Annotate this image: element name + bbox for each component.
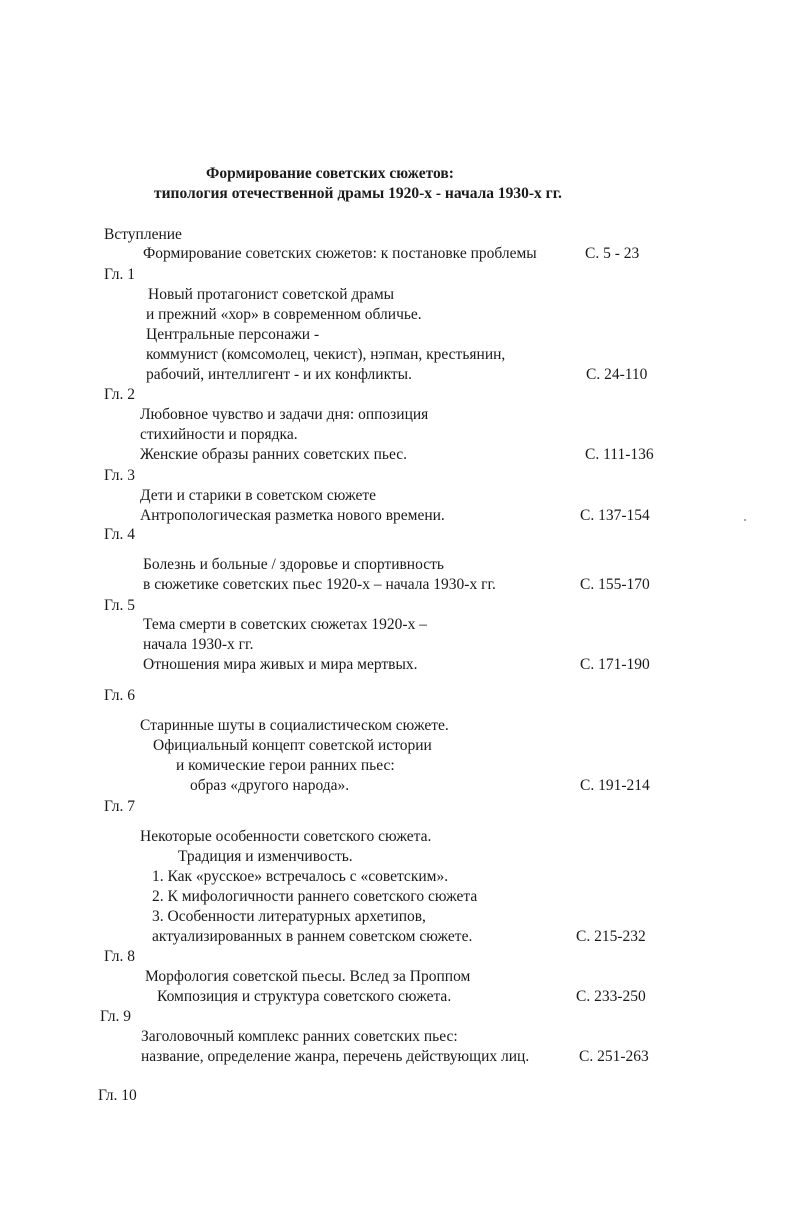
chapter-4-line: в сюжетике советских пьес 1920-х – начала 1930-х гг. (143, 576, 496, 593)
chapter-1-line: и прежний «хор» в современном обличье. (146, 306, 422, 323)
chapter-9-pages: С. 251-263 (579, 1048, 649, 1065)
chapter-1-line: Новый протагонист советской драмы (148, 286, 395, 303)
chapter-10-label: Гл. 10 (98, 1087, 137, 1104)
title-line-2: типология отечественной драмы 1920-х - начала 1930-х гг. (154, 185, 562, 202)
chapter-2-line: стихийности и порядка. (140, 426, 298, 443)
chapter-5-line: Отношения мира живых и мира мертвых. (143, 656, 418, 673)
chapter-3-line: Дети и старики в советском сюжете (140, 487, 376, 504)
chapter-2-pages: С. 111-136 (585, 446, 654, 463)
chapter-3-pages: С. 137-154 (580, 507, 650, 524)
chapter-7-line: Традиция и изменчивость. (178, 848, 353, 865)
chapter-8-label: Гл. 8 (104, 948, 136, 965)
chapter-8-pages: С. 233-250 (576, 988, 646, 1005)
chapter-1-label: Гл. 1 (104, 266, 136, 283)
intro-pages: С. 5 - 23 (585, 245, 640, 262)
chapter-1-pages: С. 24-110 (586, 366, 648, 383)
chapter-7-line: актуализированных в раннем советском сюжете. (152, 928, 473, 945)
chapter-1-line: коммунист (комсомолец, чекист), нэпман, крестьянин, (146, 346, 506, 363)
title-line-1: Формирование советских сюжетов: (206, 165, 454, 182)
chapter-5-line: начала 1930-х гг. (143, 636, 254, 653)
intro-label: Вступление (104, 226, 182, 243)
chapter-5-pages: С. 171-190 (580, 656, 650, 673)
chapter-1-line: рабочий, интеллигент - и их конфликты. (146, 366, 412, 383)
chapter-5-line: Тема смерти в советских сюжетах 1920-х – (143, 616, 427, 633)
chapter-2-label: Гл. 2 (104, 386, 136, 403)
chapter-3-line: Антропологическая разметка нового времени. (140, 507, 445, 524)
chapter-7-line: 1. Как «русское» встречалось с «советским». (152, 868, 449, 885)
chapter-4-pages: С. 155-170 (580, 576, 650, 593)
chapter-7-line: 2. К мифологичности раннего советского сюжета (152, 888, 478, 905)
chapter-9-line: название, определение жанра, перечень действующих лиц. (141, 1048, 530, 1065)
chapter-4-line: Болезнь и больные / здоровье и спортивность (143, 556, 444, 573)
chapter-7-pages: С. 215-232 (576, 928, 646, 945)
chapter-8-line: Морфология советской пьесы. Вслед за Проппом (145, 968, 471, 985)
chapter-7-line: 3. Особенности литературных архетипов, (152, 908, 426, 925)
chapter-2-line: Любовное чувство и задачи дня: оппозиция (140, 406, 429, 423)
chapter-6-line: образ «другого народа». (190, 777, 350, 794)
chapter-4-label: Гл. 4 (104, 526, 136, 543)
chapter-9-label: Гл. 9 (100, 1008, 132, 1025)
chapter-5-label: Гл. 5 (104, 597, 136, 614)
chapter-7-label: Гл. 7 (104, 798, 136, 815)
intro-line: Формирование советских сюжетов: к постановке проблемы (143, 245, 537, 262)
chapter-2-line: Женские образы ранних советских пьес. (140, 446, 407, 463)
chapter-6-line: Старинные шуты в социалистическом сюжете. (140, 717, 449, 734)
chapter-6-line: Официальный концепт советской истории (153, 737, 432, 754)
chapter-3-label: Гл. 3 (104, 467, 136, 484)
chapter-7-line: Некоторые особенности советского сюжета. (140, 828, 432, 845)
chapter-1-line: Центральные персонажи - (146, 326, 320, 343)
chapter-9-line: Заголовочный комплекс ранних советских пьес: (141, 1028, 458, 1045)
chapter-6-pages: С. 191-214 (580, 777, 650, 794)
chapter-6-line: и комические герои ранних пьес: (176, 757, 395, 774)
chapter-6-label: Гл. 6 (104, 687, 136, 704)
chapter-8-line: Композиция и структура советского сюжета. (157, 988, 452, 1005)
scan-speck (744, 519, 746, 521)
